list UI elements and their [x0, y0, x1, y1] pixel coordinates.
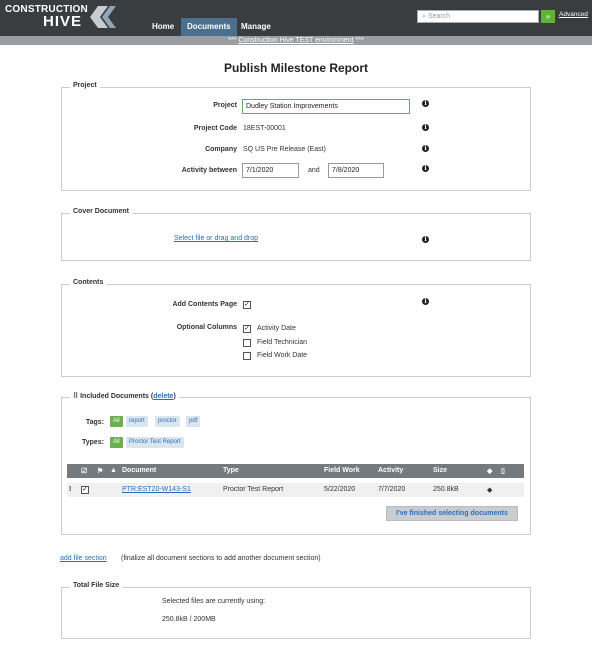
select-file-link[interactable]: Select file or drag and drop: [174, 235, 259, 242]
col-document[interactable]: Document: [122, 467, 157, 474]
row-checkbox[interactable]: ✓: [82, 486, 88, 493]
row-size: 250.8kB: [433, 486, 459, 493]
activity-to-input[interactable]: 7/8/2020: [328, 163, 384, 178]
row-type: Proctor Test Report: [223, 486, 284, 493]
total-file-size-section: [61, 582, 531, 639]
contents-info-icon[interactable]: i: [422, 298, 429, 305]
env-link[interactable]: Construction Hive TEST environment: [238, 37, 354, 44]
field-technician-checkbox[interactable]: [243, 339, 251, 347]
project-code-info-icon[interactable]: i: [422, 124, 429, 131]
included-legend-text: Included Documents (: [80, 393, 154, 400]
activity-info-icon[interactable]: i: [422, 165, 429, 172]
file-col-icon: ▯: [501, 468, 505, 475]
project-code-label: Project Code: [193, 125, 237, 132]
included-legend: [70, 392, 179, 400]
add-section-note: (finalize all document sections to add another document section): [121, 555, 321, 562]
types-label: Types:: [81, 439, 104, 446]
delete-link[interactable]: delete: [153, 393, 174, 400]
search-icon: ⌕: [422, 13, 426, 20]
env-prefix: ***: [228, 37, 237, 44]
contents-legend: Contents: [70, 279, 106, 286]
cover-document-section: [61, 208, 531, 261]
project-input[interactable]: Dudley Station Improvements: [242, 99, 410, 114]
total-legend: Total File Size: [70, 582, 122, 589]
page-title: Publish Milestone Report: [223, 61, 368, 75]
nav-home[interactable]: Home: [152, 22, 175, 31]
col-size[interactable]: Size: [433, 467, 448, 474]
hive-logo-icon: [86, 2, 120, 32]
table-row: [67, 483, 524, 497]
add-contents-page-label: Add Contents Page: [172, 301, 237, 308]
environment-banner: [0, 36, 592, 45]
flag-icon: ⚑: [97, 468, 104, 475]
row-tag-icon[interactable]: ◆: [487, 487, 493, 494]
add-contents-page-checkbox[interactable]: ✓: [244, 301, 250, 308]
contents-section: [61, 279, 531, 377]
logo-line2: HIVE: [43, 13, 83, 30]
tag-pdf[interactable]: pdf: [186, 416, 200, 427]
top-bar: [0, 0, 592, 36]
drag-handle-icon[interactable]: ⠿: [73, 393, 79, 400]
project-code-value: 18EST-00001: [243, 125, 286, 132]
optional-columns-label: Optional Columns: [176, 324, 237, 331]
add-file-section-link[interactable]: add file section: [60, 555, 107, 562]
col-field-work[interactable]: Field Work: [324, 467, 360, 474]
warning-icon: ▲: [110, 467, 117, 474]
search-input[interactable]: [417, 10, 539, 23]
select-all-checkbox[interactable]: ☑: [81, 468, 88, 475]
row-document-link[interactable]: PTR:EST20-W143-S1: [122, 486, 191, 493]
field-technician-label: Field Technician: [257, 339, 308, 346]
advanced-search-link[interactable]: Advanced: [559, 11, 588, 18]
project-legend: Project: [70, 82, 100, 89]
activity-date-label: Activity Date: [257, 325, 296, 332]
row-alert-icon: !: [69, 486, 72, 493]
col-type[interactable]: Type: [223, 467, 239, 474]
field-work-date-label: Field Work Date: [257, 352, 308, 359]
usage-value: 250.8kB / 200MB: [162, 616, 216, 623]
nav-manage[interactable]: Manage: [241, 22, 271, 31]
project-info-icon[interactable]: i: [422, 100, 429, 107]
row-activity: 7/7/2020: [378, 486, 406, 493]
company-info-icon[interactable]: i: [422, 145, 429, 152]
activity-and-label: and: [308, 167, 320, 174]
tag-report[interactable]: report: [126, 416, 148, 427]
activity-date-checkbox[interactable]: ✓: [244, 325, 250, 332]
tag-proctor[interactable]: proctor: [155, 416, 180, 427]
cover-info-icon[interactable]: i: [422, 236, 429, 243]
nav-documents[interactable]: Documents: [181, 18, 237, 36]
finished-selecting-button[interactable]: I've finished selecting documents: [386, 506, 518, 521]
search-go-button[interactable]: »: [541, 10, 555, 23]
logo-line1: CONSTRUCTION: [5, 4, 88, 15]
included-legend-suffix: ): [173, 393, 176, 400]
tag-all[interactable]: All: [110, 416, 123, 427]
project-label: Project: [213, 102, 237, 109]
cover-legend: Cover Document: [70, 208, 132, 215]
included-documents-section: [61, 393, 531, 535]
type-all[interactable]: All: [110, 437, 123, 448]
col-activity[interactable]: Activity: [378, 467, 404, 474]
company-value: SQ US Pre Release (East): [243, 146, 326, 153]
type-proctor-test-report[interactable]: Proctor Test Report: [126, 437, 184, 448]
env-suffix: ***: [355, 37, 364, 44]
logo[interactable]: [5, 4, 88, 28]
search-placeholder: Search: [427, 13, 451, 20]
documents-table-header: [67, 464, 524, 478]
activity-from-input[interactable]: 7/1/2020: [242, 163, 299, 178]
project-section: [61, 82, 531, 191]
activity-label: Activity between: [181, 167, 237, 174]
row-field-work: 5/22/2020: [324, 486, 356, 493]
field-work-date-checkbox[interactable]: [243, 352, 251, 360]
tag-col-icon: ◆: [487, 468, 493, 475]
tags-label: Tags:: [85, 419, 104, 426]
usage-text: Selected files are currently using:: [162, 598, 266, 605]
company-label: Company: [205, 146, 237, 153]
